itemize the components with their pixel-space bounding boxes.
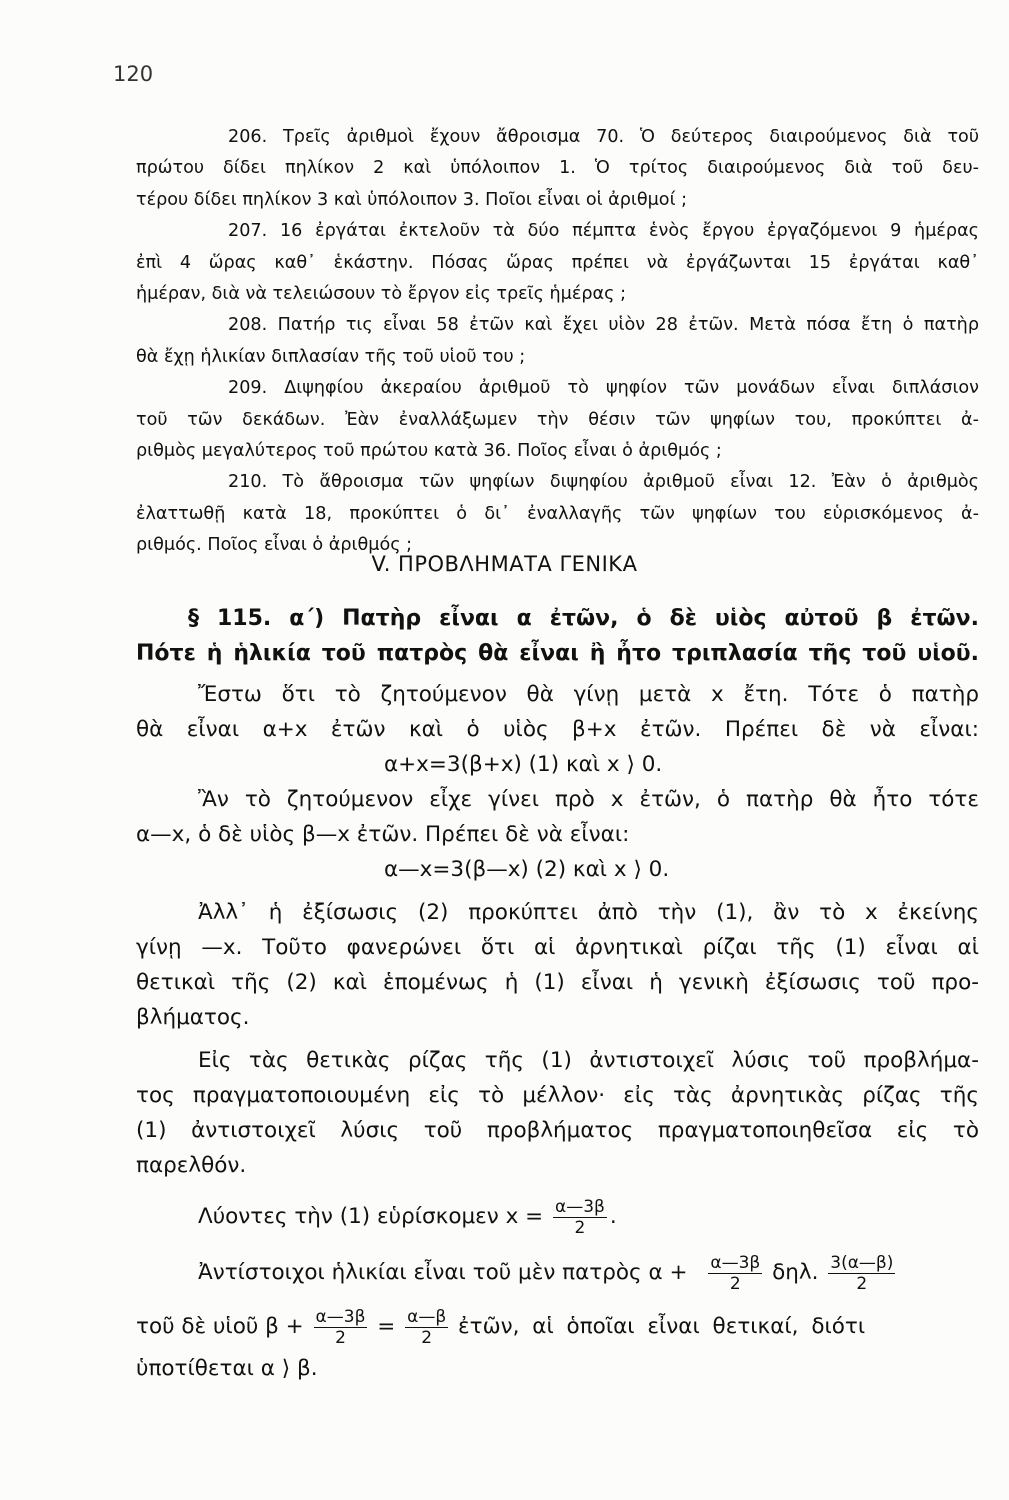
problem-207 bbox=[136, 216, 979, 310]
body-line: παρελθόν. bbox=[136, 1153, 247, 1178]
problem-line: 207. 16 ἐργάται ἐκτελοῦν τὰ δύο πέμπτα ἑνὸς ἔργου ἐργαζόμενοι 9 ἡμέρας bbox=[228, 221, 979, 242]
ages-mid: δηλ. bbox=[772, 1260, 819, 1285]
problem-line: ριθμὸς μεγαλύτερος τοῦ πρώτου κατὰ 36. Ποῖος εἶναι ὁ ἀριθμός ; bbox=[136, 441, 722, 462]
fraction-denominator: 2 bbox=[574, 1217, 586, 1238]
body-line: γίνῃ —x. Τοῦτο φανερώνει ὅτι αἱ ἀρνητικαὶ ρίζαι τῆς (1) εἶναι αἱ bbox=[136, 935, 979, 960]
solution-line bbox=[136, 1195, 979, 1239]
equation-2-text: α—x=3(β—x) (2) καὶ x ⟩ 0. bbox=[384, 857, 670, 882]
solution-fraction bbox=[553, 1197, 607, 1238]
equation-1 bbox=[136, 747, 979, 782]
problem-line: 210. Τὸ ἄθροισμα τῶν ψηφίων διψηφίου ἀριθμοῦ εἶναι 12. Ἐὰν ὁ ἀριθμὸς bbox=[228, 472, 979, 493]
fraction-numerator: α—3β bbox=[710, 1252, 761, 1273]
solution-end: . bbox=[609, 1204, 617, 1229]
page-number: 120 bbox=[113, 62, 154, 86]
son-age-end: ἐτῶν, αἱ ὁποῖαι εἶναι θετικαί, διότι bbox=[458, 1314, 866, 1339]
problem-line: ἐλαττωθῇ κατὰ 18, προκύπτει ὁ δι᾽ ἐναλλαγῆς τῶν ψηφίων του εὑρισκόμενος ἀ- bbox=[136, 503, 979, 524]
solution-text: Λύοντες τὴν (1) εὑρίσκομεν x = bbox=[198, 1204, 544, 1229]
section-heading: V. ΠΡΟΒΛΗΜΑΤΑ ΓΕΝΙΚΑ bbox=[371, 552, 638, 576]
ages-text: Ἀντίστοιχοι ἡλικίαι εἶναι τοῦ μὲν πατρὸς α + bbox=[198, 1260, 688, 1285]
fraction-denominator: 2 bbox=[856, 1273, 868, 1294]
son-age-text: τοῦ δὲ υἱοῦ β + bbox=[136, 1314, 304, 1339]
fraction-numerator: α—3β bbox=[555, 1196, 605, 1217]
body-paragraph-last bbox=[136, 1351, 979, 1386]
equals-sign: = bbox=[377, 1314, 396, 1339]
paragraph-title-line1: § 115. α΄) Πατὴρ εἶναι α ἐτῶν, ὁ δὲ υἱὸς αὐτοῦ β ἐτῶν. bbox=[188, 606, 979, 631]
body-paragraph-3 bbox=[136, 895, 979, 1035]
problem-line: τέρου δίδει πηλίκον 3 καὶ ὑπόλοιπον 3. Ποῖοι εἶναι οἱ ἀριθμοί ; bbox=[136, 189, 688, 210]
problem-line: 208. Πατήρ τις εἶναι 58 ἐτῶν καὶ ἔχει υἱὸν 28 ἐτῶν. Μετὰ πόσα ἔτη ὁ πατὴρ bbox=[228, 315, 979, 336]
son-age-fraction bbox=[314, 1307, 368, 1348]
problem-line: 206. Τρεῖς ἀριθμοὶ ἔχουν ἄθροισμα 70. Ὁ δεύτερος διαιρούμενος διὰ τοῦ bbox=[228, 127, 979, 147]
body-line: Ἀλλ᾽ ἡ ἐξίσωσις (2) προκύπτει ἀπὸ τὴν (1), ἂν τὸ x ἐκείνης bbox=[198, 900, 979, 925]
body-line: ὑποτίθεται α ⟩ β. bbox=[136, 1356, 318, 1381]
paragraph-title bbox=[136, 601, 979, 671]
problem-209 bbox=[136, 373, 979, 467]
fraction-denominator: 2 bbox=[729, 1273, 741, 1294]
main-text bbox=[136, 601, 979, 1386]
son-age-line bbox=[136, 1305, 979, 1349]
fraction-denominator: 2 bbox=[335, 1327, 346, 1348]
problems-list bbox=[136, 122, 979, 562]
body-line: Ἂν τὸ ζητούμενον εἶχε γίνει πρὸ x ἐτῶν, ὁ πατὴρ θὰ ἦτο τότε bbox=[198, 787, 979, 812]
body-paragraph-4 bbox=[136, 1043, 979, 1183]
problem-line: ριθμός. Ποῖος εἶναι ὁ ἀριθμός ; bbox=[136, 535, 413, 556]
body-line: βλήματος. bbox=[136, 1005, 250, 1030]
body-line: (1) ἀντιστοιχεῖ λύσις τοῦ προβλήματος πραγματοποιηθεῖσα εἰς τὸ bbox=[136, 1118, 979, 1143]
problem-line: ἐπὶ 4 ὥρας καθ᾽ ἑκάστην. Πόσας ὥρας πρέπει νὰ ἐργάζωνται 15 ἐργάται καθ᾽ bbox=[136, 252, 979, 273]
body-paragraph-2 bbox=[136, 782, 979, 852]
problem-line: τοῦ τῶν δεκάδων. Ἐὰν ἐναλλάξωμεν τὴν θέσιν τῶν ψηφίων του, προκύπτει ἀ- bbox=[136, 409, 979, 430]
problem-210 bbox=[136, 467, 979, 561]
body-line: Ἔστω ὅτι τὸ ζητούμενον θὰ γίνῃ μετὰ x ἔτη. Τότε ὁ πατὴρ bbox=[198, 682, 979, 707]
father-age-fraction bbox=[708, 1253, 762, 1294]
body-line: α—x, ὁ δὲ υἱὸς β—x ἐτῶν. Πρέπει δὲ νὰ εἶναι: bbox=[136, 822, 630, 847]
body-line: Εἰς τὰς θετικὰς ρίζας τῆς (1) ἀντιστοιχεῖ λύσις τοῦ προβλήμα- bbox=[198, 1048, 979, 1073]
fraction-numerator: α—3β bbox=[315, 1306, 366, 1327]
equation-2 bbox=[136, 852, 979, 887]
problem-line: θὰ ἔχῃ ἡλικίαν διπλασίαν τῆς τοῦ υἱοῦ του ; bbox=[136, 346, 526, 367]
fraction-numerator: α—β bbox=[407, 1306, 447, 1327]
body-line: θὰ εἶναι α+x ἐτῶν καὶ ὁ υἱὸς β+x ἐτῶν. Πρέπει δὲ νὰ εἶναι: bbox=[136, 717, 979, 742]
body-paragraph-1 bbox=[136, 677, 979, 747]
father-age-simplified-fraction bbox=[828, 1253, 895, 1294]
problem-line: 209. Διψηφίου ἀκεραίου ἀριθμοῦ τὸ ψηφίον τῶν μονάδων εἶναι διπλάσιον bbox=[228, 378, 979, 399]
equation-1-text: α+x=3(β+x) (1) καὶ x ⟩ 0. bbox=[384, 752, 663, 777]
fraction-denominator: 2 bbox=[421, 1327, 433, 1348]
paragraph-title-line2: Πότε ἡ ἡλικία τοῦ πατρὸς θὰ εἶναι ἢ ἦτο τριπλασία τῆς τοῦ υἱοῦ. bbox=[136, 641, 979, 666]
son-age-simplified-fraction bbox=[405, 1307, 448, 1348]
ages-line bbox=[136, 1251, 979, 1295]
problem-206 bbox=[136, 122, 979, 216]
fraction-numerator: 3(α—β) bbox=[830, 1252, 894, 1273]
body-line: θετικαὶ τῆς (2) καὶ ἑπομένως ἡ (1) εἶναι ἡ γενικὴ ἐξίσωσις τοῦ προ- bbox=[136, 970, 979, 995]
problem-208 bbox=[136, 310, 979, 373]
problem-line: ἡμέραν, διὰ νὰ τελειώσουν τὸ ἔργον εἰς τρεῖς ἡμέρας ; bbox=[136, 284, 626, 305]
body-line: τος πραγματοποιουμένη εἰς τὸ μέλλον· εἰς τὰς ἀρνητικὰς ρίζας τῆς bbox=[136, 1083, 979, 1108]
problem-line: πρώτου δίδει πηλίκον 2 καὶ ὑπόλοιπον 1. Ὁ τρίτος διαιρούμενος διὰ τοῦ δευ- bbox=[136, 158, 979, 179]
